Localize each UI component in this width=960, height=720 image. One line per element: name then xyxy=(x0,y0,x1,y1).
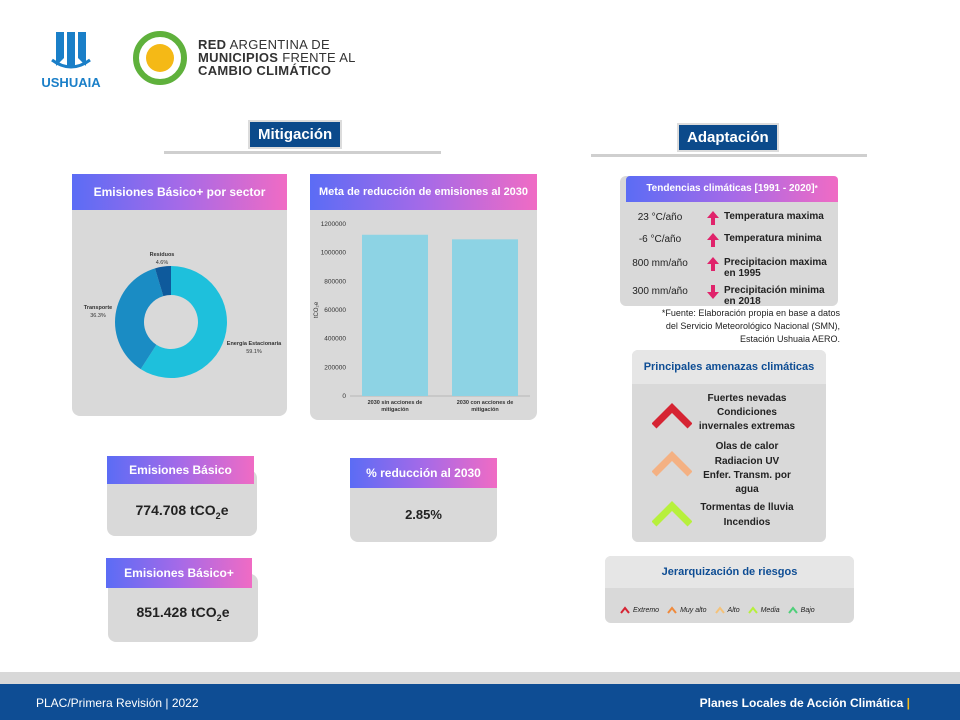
trend-label: Precipitación minima en 2018 xyxy=(724,285,825,307)
y-tick-label: 1000000 xyxy=(320,249,346,257)
threat-high-chevron-shape xyxy=(654,408,690,426)
chevron-up-icon xyxy=(715,606,725,614)
arrow-up-icon xyxy=(706,232,720,248)
y-tick-label: 0 xyxy=(342,393,346,400)
risk-legend-item xyxy=(667,606,706,614)
donut-value-label: 36.3% xyxy=(90,313,106,319)
trend-row xyxy=(620,254,830,279)
x-tick-label: mitigación xyxy=(471,407,499,413)
threat-item: Olas de calor xyxy=(715,441,779,452)
threat-item: Condiciones invernales extremas xyxy=(698,407,796,432)
bar xyxy=(452,239,518,396)
basic-value: 774.708 tCO$_2$e xyxy=(135,502,229,521)
x-tick-label: 2030 sin acciones de xyxy=(367,400,423,406)
footer-strip xyxy=(0,672,960,684)
threat-high-list xyxy=(694,391,800,434)
risk-legend-item xyxy=(788,606,815,614)
ushuaia-emblem-icon xyxy=(34,28,108,72)
bar xyxy=(362,235,428,396)
donut-label: Transporte xyxy=(83,305,113,311)
trend-row xyxy=(620,208,830,230)
trend-label: Temperatura maxima xyxy=(724,211,824,222)
trend-row xyxy=(620,282,830,307)
chevron-up-icon xyxy=(748,606,758,614)
trend-value: 300 mm/año xyxy=(632,286,688,297)
trends-source: *Fuente: Elaboración propia en base a datos del Servicio Meteorológico Nacional (SMN), Estación Ushuaia AERO. xyxy=(661,308,840,344)
network-logo xyxy=(132,28,362,90)
y-tick-label: 200000 xyxy=(324,364,346,372)
donut-label: Energía Estacionaria xyxy=(226,341,282,347)
footer-left-text: PLAC/Primera Revisión | 2022 xyxy=(36,696,199,710)
threats-card-title: Principales amenazas climáticas xyxy=(632,350,826,384)
trend-value: 23 °C/año xyxy=(637,212,683,223)
mitigation-rule xyxy=(164,151,441,154)
threat-item: Fuertes nevadas xyxy=(707,393,787,404)
threat-low-list xyxy=(694,500,800,530)
trends-card-title: Tendencias climáticas [1991 - 2020]* xyxy=(626,176,838,202)
x-tick-label: 2030 con acciones de xyxy=(456,400,514,406)
y-axis-label: tCO₂e xyxy=(314,301,320,319)
arrow-up-icon xyxy=(706,256,720,272)
threat-low-chevron-shape xyxy=(654,506,690,524)
basic-card-title: Emisiones Básico xyxy=(107,456,254,484)
footer-right-text: Planes Locales de Acción Climática | xyxy=(699,696,910,710)
threat-item: Enfer. Transm. por agua xyxy=(703,470,791,495)
network-line1-rest: ARGENTINA DE xyxy=(229,37,330,52)
reduction-card-title: % reducción al 2030 xyxy=(350,458,497,488)
y-tick-label: 1200000 xyxy=(320,221,346,228)
mitigation-title: Mitigación xyxy=(248,120,342,149)
network-line1-bold: RED xyxy=(198,37,227,52)
chevron-up-icon xyxy=(620,606,630,614)
reduction-value: 2.85% xyxy=(405,507,442,522)
basicplus-value: 851.428 tCO$_2$e xyxy=(136,604,230,623)
threat-medium-list xyxy=(694,439,800,497)
city-logo xyxy=(34,28,108,88)
network-line3: CAMBIO CLIMÁTICO xyxy=(198,63,332,78)
risk-legend-item xyxy=(748,606,780,614)
threat-medium-chevron-shape xyxy=(654,456,690,474)
donut-label: Residuos xyxy=(149,252,175,258)
trend-label: Precipitacion maxima en 1995 xyxy=(724,257,827,279)
sector-card-title: Emisiones Básico+ por sector xyxy=(72,174,287,210)
trend-label: Temperatura minima xyxy=(724,233,822,244)
chevron-up-icon xyxy=(788,606,798,614)
network-emblem-icon xyxy=(132,28,192,90)
risk-legend-label: Muy alto xyxy=(680,606,707,614)
network-line2-rest: FRENTE AL xyxy=(282,50,356,65)
trend-row xyxy=(620,230,830,252)
y-tick-label: 600000 xyxy=(324,307,346,314)
risk-legend-label: Bajo xyxy=(800,606,815,614)
x-tick-label: mitigación xyxy=(381,407,409,413)
goal-bar-chart xyxy=(310,210,537,420)
risk-legend-label: Media xyxy=(760,606,780,614)
adaptation-rule xyxy=(591,154,867,157)
arrow-up-icon xyxy=(706,210,720,226)
y-tick-label: 400000 xyxy=(324,335,346,343)
donut-value-label: 59.1% xyxy=(246,349,262,355)
trend-value: -6 °C/año xyxy=(638,234,682,245)
footer-bar xyxy=(0,684,960,720)
city-logo-text: USHUAIA xyxy=(41,75,101,90)
risk-card-title: Jerarquización de riesgos xyxy=(605,556,854,588)
trend-value: 800 mm/año xyxy=(632,258,688,269)
threat-medium-chevron-icon xyxy=(652,450,692,478)
donut-value-label: 4.6% xyxy=(155,260,169,266)
threat-item: Radiacion UV xyxy=(714,456,780,467)
threat-low-chevron-icon xyxy=(652,500,692,528)
chevron-up-icon xyxy=(667,606,677,614)
risk-legend-item xyxy=(620,606,659,614)
arrow-down-icon xyxy=(706,284,720,300)
basicplus-card-title: Emisiones Básico+ xyxy=(106,558,252,588)
y-tick-label: 800000 xyxy=(324,278,346,286)
threat-item: Incendios xyxy=(723,517,771,528)
threat-item: Tormentas de lluvia xyxy=(700,502,794,513)
adaptation-title: Adaptación xyxy=(677,123,779,152)
goal-card-title: Meta de reducción de emisiones al 2030 xyxy=(310,174,537,210)
risk-legend-label: Alto xyxy=(727,606,740,614)
sector-donut-chart xyxy=(72,210,287,416)
network-line2-bold: MUNICIPIOS xyxy=(198,50,279,65)
risk-legend-label: Extremo xyxy=(633,606,660,614)
risk-legend-item xyxy=(715,606,740,614)
threat-high-chevron-icon xyxy=(652,402,692,430)
risk-legend xyxy=(620,601,852,619)
